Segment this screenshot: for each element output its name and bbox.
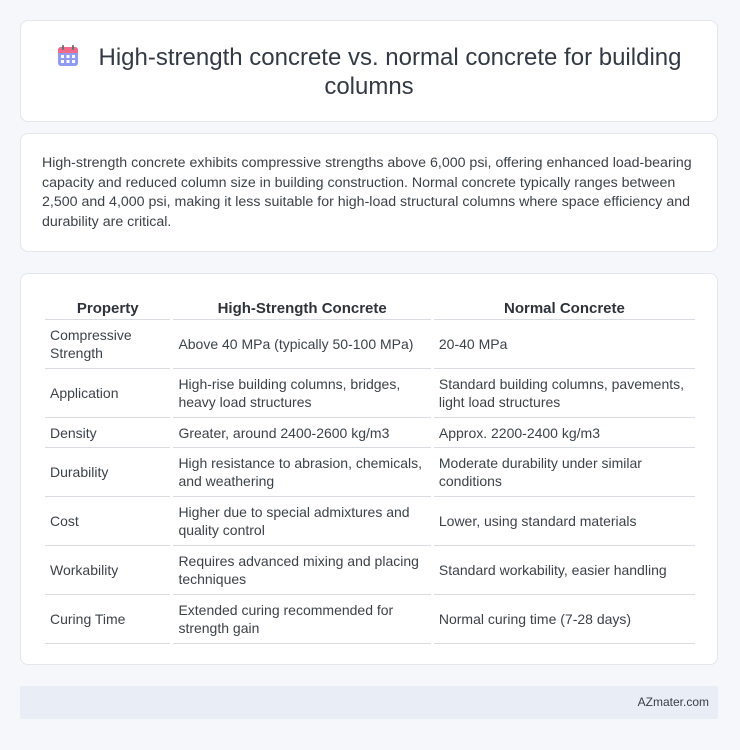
normal-cell: Standard building columns, pavements, light load structures [434,369,695,418]
property-cell: Curing Time [45,595,170,644]
page-title [41,43,697,101]
normal-cell: 20-40 MPa [434,320,695,369]
normal-cell: Moderate durability under similar conditions [434,448,695,497]
high-strength-cell: High-rise building columns, bridges, heavy load structures [173,369,430,418]
footer-bar [20,686,718,719]
title-card [20,20,718,122]
comparison-table [42,296,698,644]
table-row [45,448,695,497]
table-row [45,320,695,369]
page-title-text: High-strength concrete vs. normal concrete for building columns [98,44,682,100]
intro-paragraph: High-strength concrete exhibits compressive strengths above 6,000 psi, offering enhanced load-bearing capacity and reduced column size in building construction. Normal concrete typically ranges between 2,500 and 4,000 psi, making it less suitable for high-load structural columns where space efficiency and durability are critical. [42,155,692,230]
property-cell: Density [45,418,170,448]
column-header-high-strength: High-Strength Concrete [173,296,430,320]
table-row [45,595,695,644]
property-cell: Cost [45,497,170,546]
high-strength-cell: Extended curing recommended for strength gain [173,595,430,644]
high-strength-cell: Requires advanced mixing and placing techniques [173,546,430,595]
column-header-property: Property [45,296,170,320]
table-header-row [45,296,695,320]
normal-cell: Lower, using standard materials [434,497,695,546]
table-row [45,546,695,595]
property-cell: Workability [45,546,170,595]
table-row [45,418,695,448]
property-cell: Application [45,369,170,418]
normal-cell: Approx. 2200-2400 kg/m3 [434,418,695,448]
calendar-icon [57,44,79,68]
table-row [45,497,695,546]
intro-card [20,133,718,252]
property-cell: Compressive Strength [45,320,170,369]
high-strength-cell: Above 40 MPa (typically 50-100 MPa) [173,320,430,369]
footer-brand-link[interactable]: AZmater.com [637,695,709,709]
table-row [45,369,695,418]
normal-cell: Standard workability, easier handling [434,546,695,595]
high-strength-cell: High resistance to abrasion, chemicals, and weathering [173,448,430,497]
column-header-normal: Normal Concrete [434,296,695,320]
high-strength-cell: Higher due to special admixtures and quality control [173,497,430,546]
title-wrap [21,43,717,101]
comparison-card [20,273,718,665]
property-cell: Durability [45,448,170,497]
high-strength-cell: Greater, around 2400-2600 kg/m3 [173,418,430,448]
normal-cell: Normal curing time (7-28 days) [434,595,695,644]
